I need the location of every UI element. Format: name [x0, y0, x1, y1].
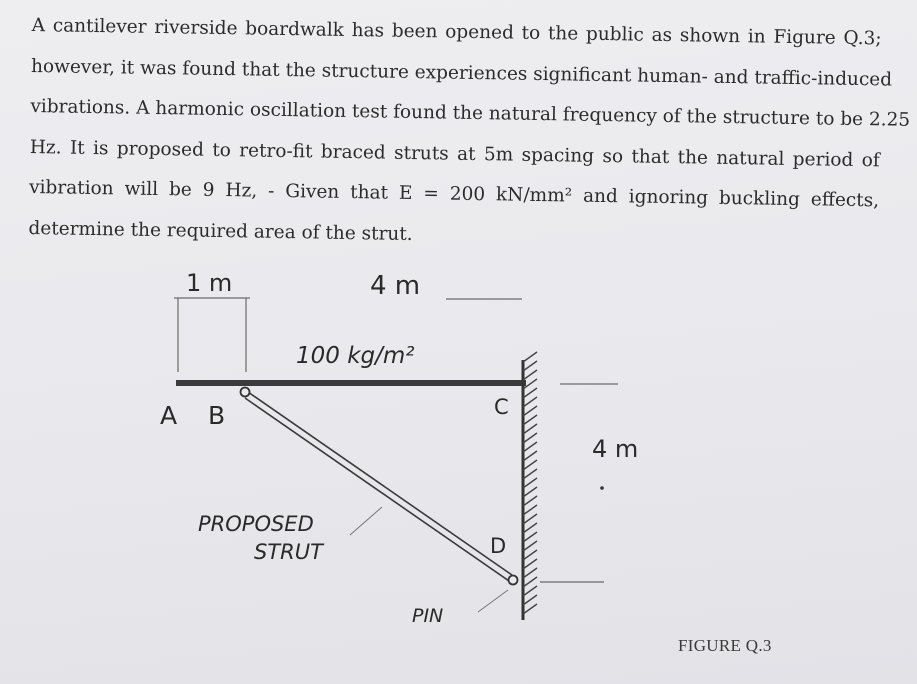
strut-label-line1: PROPOSED [198, 512, 314, 536]
wall-hatching [523, 352, 537, 614]
boardwalk-beam [176, 380, 526, 386]
pin-leader [478, 590, 508, 612]
pin-d [509, 576, 518, 585]
pin-b [241, 388, 250, 397]
problem-line-6: determine the required area of the strut. [28, 217, 413, 245]
strut-leader [350, 507, 382, 535]
problem-line-4: Hz. It is proposed to retro-fit braced struts at 5m spacing so that the natural period of [29, 136, 880, 171]
problem-line-1: A cantilever riverside boardwalk has been opened to the public as shown in Figure Q.3; [31, 14, 882, 50]
strut-label-line2: STRUT [254, 540, 323, 564]
problem-line-3: vibrations. A harmonic oscillation test found the natural frequency of the structure to be 2.25 [30, 95, 911, 131]
point-d-label: D [490, 534, 507, 558]
problem-line-2: however, it was found that the structure experiences significant human- and traffic-induced [30, 55, 893, 91]
dim-1m-label: 1 m [186, 269, 233, 297]
dim-4m-span-label: 4 m [370, 271, 421, 301]
dim-tick-dot [600, 486, 604, 490]
point-a-label: A [160, 401, 178, 430]
figure-caption: FIGURE Q.3 [678, 636, 772, 655]
point-b-label: B [208, 401, 226, 430]
problem-line-5: vibration will be 9 Hz, - Given that E = 200 kN/mm² and ignoring buckling effects, [28, 176, 880, 212]
load-label: 100 kg/m² [296, 343, 415, 369]
point-c-label: C [494, 395, 509, 419]
pin-label: PIN [412, 605, 444, 627]
dim-4m-height-label: 4 m [592, 435, 639, 463]
